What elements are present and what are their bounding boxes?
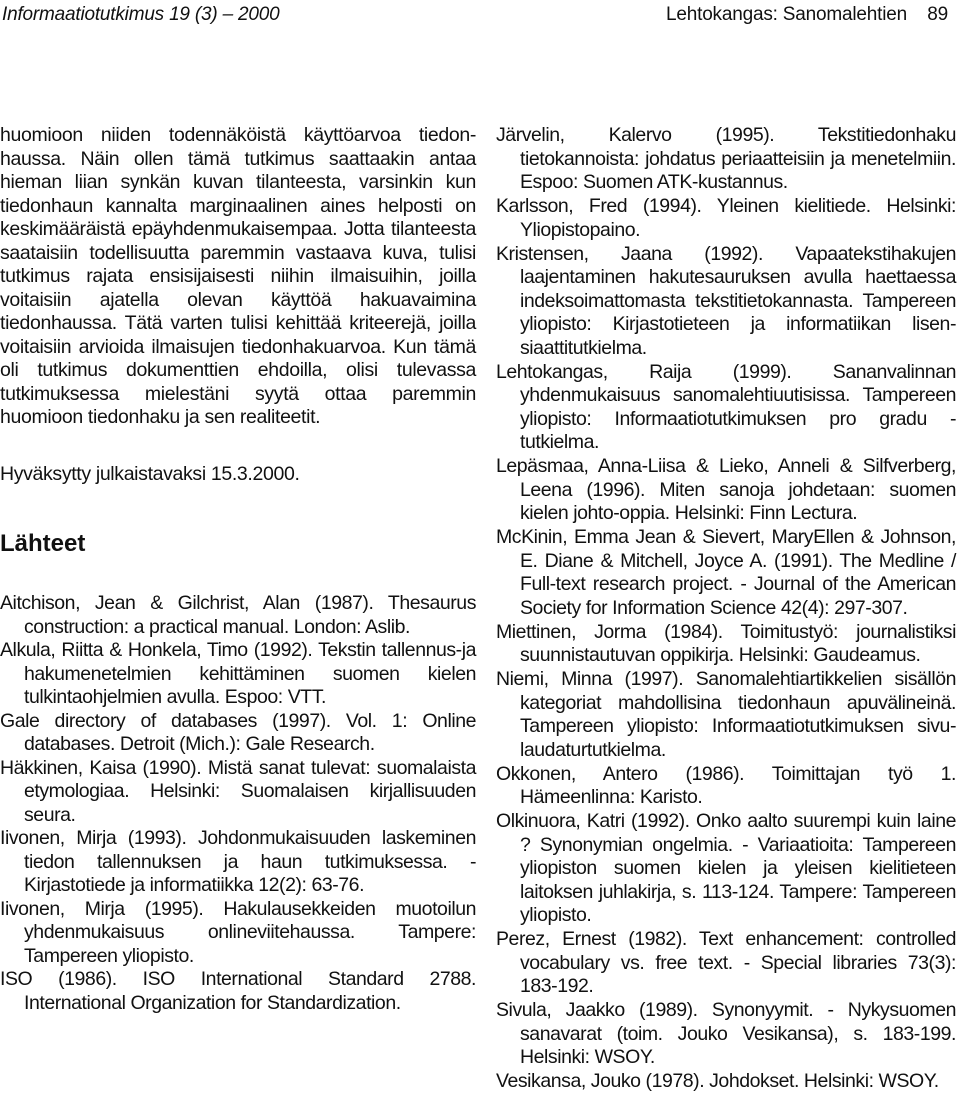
reference-item: Iivonen, Mirja (1995). Hakulausekkeiden muotoilun yhdenmukaisuus onlineviitehaussa. Tampere: Tampereen yliopisto.: [0, 897, 476, 967]
reference-item: Lepäsmaa, Anna-Liisa & Lieko, Anneli & Silfverberg, Leena (1996). Miten sanoja johdetaan: suomen kielen johto-oppia. Helsinki: Finn Lectura.: [496, 455, 956, 524]
reference-item: Järvelin, Kalervo (1995). Tekstitiedonhaku tietokannoista: johdatus periaatteisiin ja menetelmiin. Espoo: Suomen ATK-kustannus.: [496, 124, 956, 193]
reference-item: Aitchison, Jean & Gilchrist, Alan (1987). Thesaurus construction: a practical manual. London: Aslib.: [0, 592, 476, 638]
reference-item: Iivonen, Mirja (1993). Johdonmukaisuuden laskeminen tiedon tallennuksen ja haun tutkimuksessa. - Kirjastotiede ja informatiikka 12(2): 63-76.: [0, 827, 476, 896]
approval-date: Hyväksytty julkaistavaksi 15.3.2000.: [0, 462, 300, 485]
reference-item: Sivula, Jaakko (1989). Synonyymit. - Nykysuomen sanavarat (toim. Jouko Vesikansa), s. 183-199. Helsinki: WSOY.: [496, 999, 956, 1068]
reference-item: Lehtokangas, Raija (1999). Sananvalinnan yhdenmukaisuus sanomalehtiuutisissa. Tampereen yliopisto: Informaatiotutkimuksen pro gradu -tutkielma.: [496, 360, 956, 453]
reference-item: Häkkinen, Kaisa (1990). Mistä sanat tulevat: suomalaista etymologiaa. Helsinki: Suomalaisen kirjallisuuden seura.: [0, 756, 476, 826]
left-column: [0, 124, 476, 1015]
reference-item: Olkinuora, Katri (1992). Onko aalto suurempi kuin laine ? Synonymian ongelmia. - Variaatioita: Tampereen yliopiston suomen kielen ja yleisen kielitieteen laitoksen juhlakirja, s. 113-124. Tampere: Tampereen yliopisto.: [496, 810, 956, 926]
reference-item: ISO (1986). ISO International Standard 2788. International Organization for Standardization.: [0, 968, 476, 1014]
right-column: [496, 124, 956, 1094]
page-header: [0, 0, 960, 34]
reference-item: Okkonen, Antero (1986). Toimittajan työ 1. Hämeenlinna: Karisto.: [496, 762, 956, 808]
reference-item: Niemi, Minna (1997). Sanomalehtiartikkelien sisällön kategoriat mahdollisina tiedonhaun apuvälineinä. Tampereen yliopisto: Informaatiotutkimuksen sivu-laudaturtutkielma.: [496, 668, 956, 761]
reference-item: Perez, Ernest (1982). Text enhancement: controlled vocabulary vs. free text. - Special libraries 73(3): 183-192.: [496, 928, 956, 997]
reference-item: Miettinen, Jorma (1984). Toimitustyö: journalistiksi suunnistautuvan oppikirja. Helsinki: Gaudeamus.: [496, 620, 956, 666]
reference-list-right: [496, 124, 956, 1094]
running-head-page-number: Lehtokangas: Sanomalehtien 89: [666, 4, 948, 25]
reference-list-left: [0, 592, 476, 1015]
journal-title: Informaatiotutkimus 19 (3) – 2000: [2, 4, 280, 25]
body-paragraph: huomioon niiden todennäköistä käyttöarvoa tiedon-haussa. Näin ollen tämä tutkimus saattaakin antaa hieman liian synkän kuvan tilanteesta, varsinkin kun tiedonhaun kannalta marginaalinen aines helposti on keskimääräistä epäyhdenmukaisempaa. Jotta tilanteesta saataisiin todellisuutta paremmin vastaava kuva, tulisi tutkimus rajata ensisijaisesti niihin ilmaisuihin, joilla voitaisiin ajatella olevan käyttöä hakuavaimina tiedonhaussa. Tätä varten tulisi kehittää kriteerejä, joilla voitaisiin arvioida ilmaisujen tiedonhakuarvoa. Kun tämä oli tutkimus dokumenttien ehdoilla, olisi tulevassa tutkimuksessa mielestäni syytä ottaa paremmin huomioon tiedonhaku ja sen realiteetit.: [0, 124, 476, 428]
reference-item: Kristensen, Jaana (1992). Vapaatekstihakujen laajentaminen hakutesauruksen avulla haettaessa indeksoimattomasta tekstitietokannasta. Tampereen yliopisto: Kirjastotieteen ja informatiikan lisen-siaattitutkielma.: [496, 242, 956, 359]
reference-item: McKinin, Emma Jean & Sievert, MaryEllen & Johnson, E. Diane & Mitchell, Joyce A. (1991). The Medline / Full-text research project. - Journal of the American Society for Information Science 42(4): 297-307.: [496, 526, 956, 619]
reference-item: Gale directory of databases (1997). Vol. 1: Online databases. Detroit (Mich.): Gale Research.: [0, 709, 476, 755]
references-heading: Lähteet: [0, 530, 86, 557]
reference-item: Vesikansa, Jouko (1978). Johdokset. Helsinki: WSOY.: [496, 1070, 939, 1092]
reference-item: Karlsson, Fred (1994). Yleinen kielitiede. Helsinki: Yliopistopaino.: [496, 195, 956, 241]
reference-item: Alkula, Riitta & Honkela, Timo (1992). Tekstin tallennus-ja hakumenetelmien kehittäminen suomen kielen tulkintaohjelmien avulla. Espoo: VTT.: [0, 639, 476, 708]
